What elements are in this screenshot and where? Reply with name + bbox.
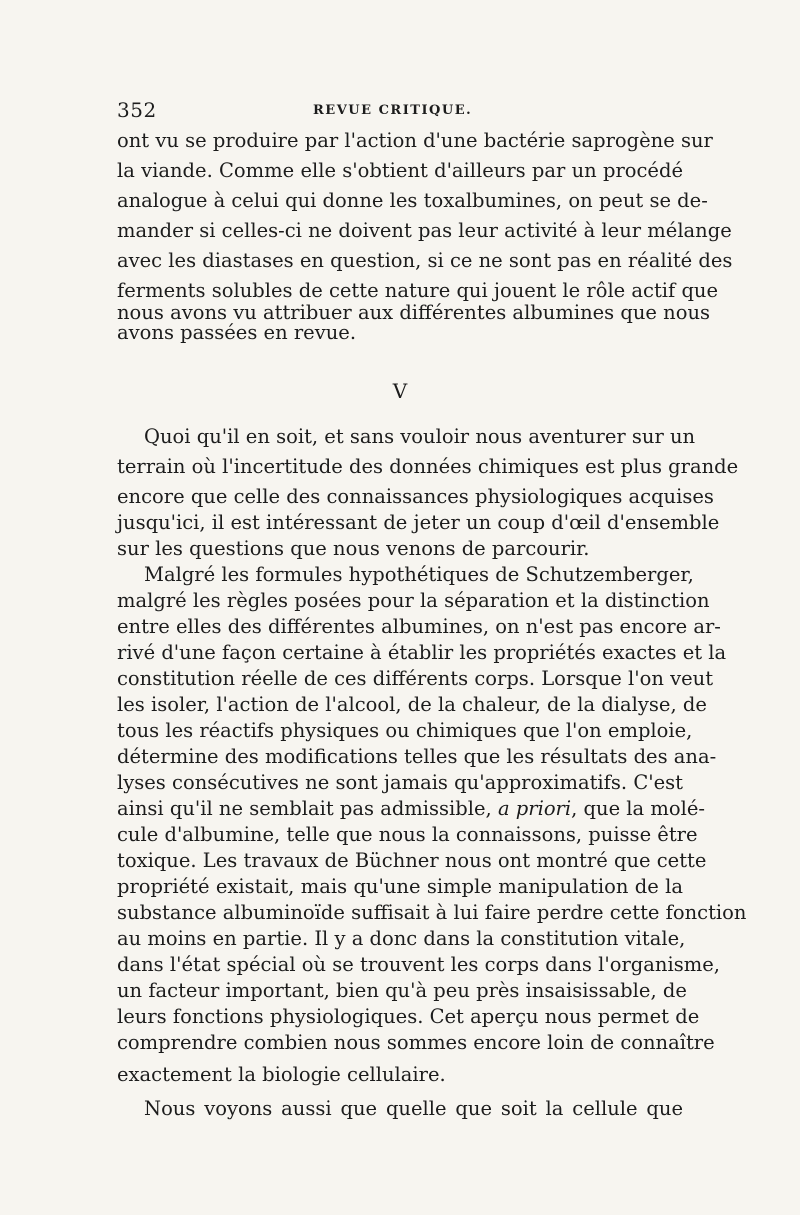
section-heading: V bbox=[392, 379, 408, 403]
text-line: détermine des modifications telles que les résultats des ana- bbox=[117, 745, 717, 768]
page-number: 352 bbox=[117, 98, 157, 122]
text-line: rivé d'une façon certaine à établir les propriétés exactes et la bbox=[117, 641, 727, 664]
text-line: mander si celles-ci ne doivent pas leur activité à leur mélange bbox=[117, 219, 732, 242]
text-line: au moins en partie. Il y a donc dans la constitution vitale, bbox=[117, 927, 686, 950]
text-line: terrain où l'incertitude des données chimiques est plus grande bbox=[117, 455, 739, 478]
page-header bbox=[117, 98, 683, 122]
text-line: sur les questions que nous venons de parcourir. bbox=[117, 537, 590, 560]
text-line: cule d'albumine, telle que nous la connaissons, puisse être bbox=[117, 823, 698, 846]
text-line: dans l'état spécial où se trouvent les corps dans l'organisme, bbox=[117, 953, 720, 976]
text-line: avons passées en revue. bbox=[117, 321, 357, 344]
text-run: ainsi qu'il ne semblait pas admissible, bbox=[117, 797, 498, 820]
text-line: analogue à celui qui donne les toxalbumines, on peut se de- bbox=[117, 189, 708, 212]
text-line: leurs fonctions physiologiques. Cet aperçu nous permet de bbox=[117, 1005, 700, 1028]
running-title: REVUE CRITIQUE. bbox=[313, 103, 473, 118]
text-line: encore que celle des connaissances physiologiques acquises bbox=[117, 485, 714, 508]
text-line: la viande. Comme elle s'obtient d'ailleurs par un procédé bbox=[117, 159, 683, 182]
text-line: entre elles des différentes albumines, on n'est pas encore ar- bbox=[117, 615, 721, 638]
text-line: comprendre combien nous sommes encore loin de connaître bbox=[117, 1031, 715, 1054]
text-line: tous les réactifs physiques ou chimiques que l'on emploie, bbox=[117, 719, 693, 742]
paragraph-start-line: Malgré les formules hypothétiques de Schutzemberger, bbox=[144, 563, 694, 586]
text-run: , que la molé- bbox=[571, 797, 705, 820]
text-line bbox=[117, 796, 705, 822]
text-line: malgré les règles posées pour la séparation et la distinction bbox=[117, 589, 710, 612]
text-line: exactement la biologie cellulaire. bbox=[117, 1063, 446, 1086]
text-line: avec les diastases en question, si ce ne sont pas en réalité des bbox=[117, 249, 733, 272]
text-line: ferments solubles de cette nature qui jouent le rôle actif que bbox=[117, 279, 719, 302]
text-line: toxique. Les travaux de Büchner nous ont montré que cette bbox=[117, 849, 707, 872]
text-line: nous avons vu attribuer aux différentes albumines que nous bbox=[117, 301, 711, 324]
text-line: ont vu se produire par l'action d'une bactérie saprogène sur bbox=[117, 129, 713, 152]
text-line: propriété existait, mais qu'une simple manipulation de la bbox=[117, 875, 683, 898]
text-line: jusqu'ici, il est intéressant de jeter un coup d'œil d'ensemble bbox=[117, 511, 720, 534]
text-line: substance albuminoïde suffisait à lui faire perdre cette fonction bbox=[117, 901, 747, 924]
text-line: un facteur important, bien qu'à peu près insaisissable, de bbox=[117, 979, 687, 1002]
text-line: les isoler, l'action de l'alcool, de la chaleur, de la dialyse, de bbox=[117, 693, 707, 716]
text-line: lyses consécutives ne sont jamais qu'approximatifs. C'est bbox=[117, 771, 683, 794]
text-line: constitution réelle de ces différents corps. Lorsque l'on veut bbox=[117, 667, 714, 690]
paragraph-start-line: Nous voyons aussi que quelle que soit la cellule que bbox=[144, 1097, 683, 1120]
paragraph-start-line: Quoi qu'il en soit, et sans vouloir nous aventurer sur un bbox=[144, 425, 696, 448]
italic-phrase: a priori bbox=[497, 797, 572, 820]
